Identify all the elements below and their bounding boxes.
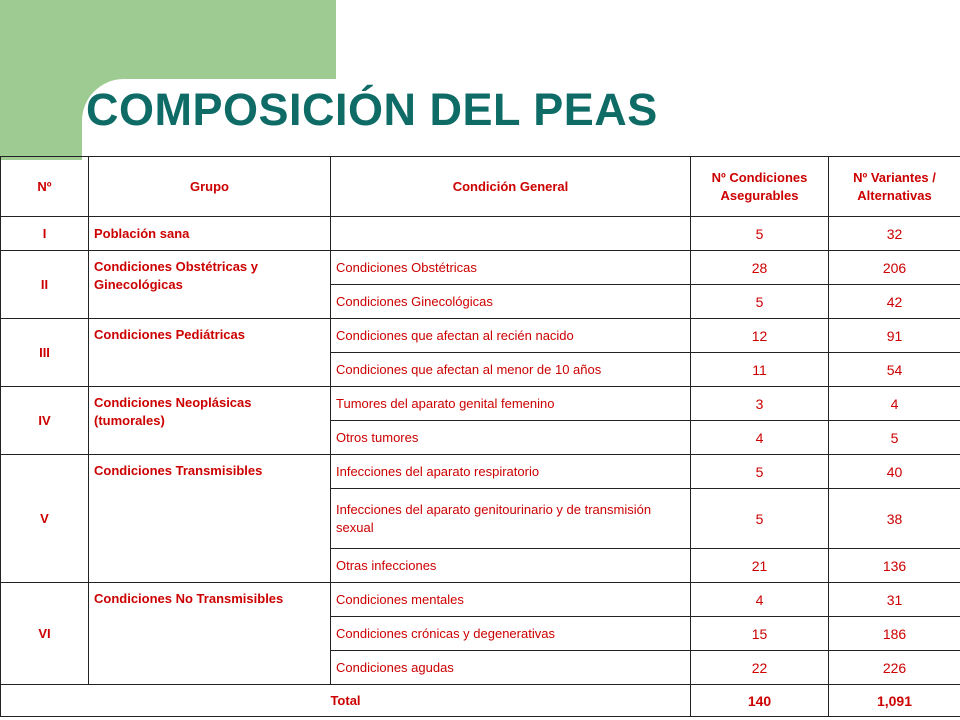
variants-count-cell: 91 (829, 319, 960, 353)
condition-cell: Infecciones del aparato genitourinario y de transmisión sexual (331, 489, 691, 549)
condition-cell: Otros tumores (331, 421, 691, 455)
group-number: IV (1, 387, 89, 455)
conditions-count-cell: 5 (691, 455, 829, 489)
condition-cell: Infecciones del aparato respiratorio (331, 455, 691, 489)
variants-count-cell: 42 (829, 285, 960, 319)
conditions-count-cell: 12 (691, 319, 829, 353)
header-conditions-count: Nº Condiciones Asegurables (691, 157, 829, 217)
table-row (1, 217, 960, 251)
condition-cell: Condiciones Obstétricas (331, 251, 691, 285)
conditions-count-cell: 5 (691, 489, 829, 549)
table-header-row (1, 157, 960, 217)
variants-count-cell: 32 (829, 217, 960, 251)
conditions-count-cell: 3 (691, 387, 829, 421)
group-name: Condiciones Transmisibles (89, 455, 331, 583)
variants-count-cell: 40 (829, 455, 960, 489)
group-name: Condiciones Obstétricas y Ginecológicas (89, 251, 331, 319)
condition-cell: Condiciones que afectan al menor de 10 años (331, 353, 691, 387)
group-number: I (1, 217, 89, 251)
group-number: III (1, 319, 89, 387)
group-number: VI (1, 583, 89, 685)
condition-cell: Condiciones agudas (331, 651, 691, 685)
header-condition: Condición General (331, 157, 691, 217)
variants-count-cell: 4 (829, 387, 960, 421)
group-name: Condiciones Neoplásicas (tumorales) (89, 387, 331, 455)
page-title: COMPOSICIÓN DEL PEAS (86, 84, 658, 135)
condition-cell: Otras infecciones (331, 549, 691, 583)
header-number: Nº (1, 157, 89, 217)
condition-cell: Tumores del aparato genital femenino (331, 387, 691, 421)
total-conditions: 140 (691, 685, 829, 717)
conditions-count-cell: 4 (691, 583, 829, 617)
conditions-count-cell: 28 (691, 251, 829, 285)
conditions-count-cell: 4 (691, 421, 829, 455)
conditions-count-cell: 11 (691, 353, 829, 387)
variants-count-cell: 136 (829, 549, 960, 583)
variants-count-cell: 54 (829, 353, 960, 387)
table-row (1, 583, 960, 617)
variants-count-cell: 186 (829, 617, 960, 651)
total-row (1, 685, 960, 717)
variants-count-cell: 226 (829, 651, 960, 685)
conditions-count-cell: 5 (691, 217, 829, 251)
variants-count-cell: 206 (829, 251, 960, 285)
total-variants: 1,091 (829, 685, 960, 717)
table-row (1, 319, 960, 353)
condition-cell: Condiciones mentales (331, 583, 691, 617)
total-label: Total (1, 685, 691, 717)
variants-count-cell: 38 (829, 489, 960, 549)
group-number: V (1, 455, 89, 583)
header-group: Grupo (89, 157, 331, 217)
group-number: II (1, 251, 89, 319)
table-row (1, 251, 960, 285)
table-row (1, 387, 960, 421)
conditions-count-cell: 21 (691, 549, 829, 583)
variants-count-cell: 31 (829, 583, 960, 617)
group-name: Condiciones No Transmisibles (89, 583, 331, 685)
condition-cell: Condiciones crónicas y degenerativas (331, 617, 691, 651)
condition-cell: Condiciones que afectan al recién nacido (331, 319, 691, 353)
header-variants-count: Nº Variantes / Alternativas (829, 157, 960, 217)
table-row (1, 455, 960, 489)
condition-cell (331, 217, 691, 251)
peas-composition-table (0, 156, 960, 717)
conditions-count-cell: 22 (691, 651, 829, 685)
group-name: Condiciones Pediátricas (89, 319, 331, 387)
conditions-count-cell: 15 (691, 617, 829, 651)
variants-count-cell: 5 (829, 421, 960, 455)
conditions-count-cell: 5 (691, 285, 829, 319)
group-name: Población sana (89, 217, 331, 251)
condition-cell: Condiciones Ginecológicas (331, 285, 691, 319)
